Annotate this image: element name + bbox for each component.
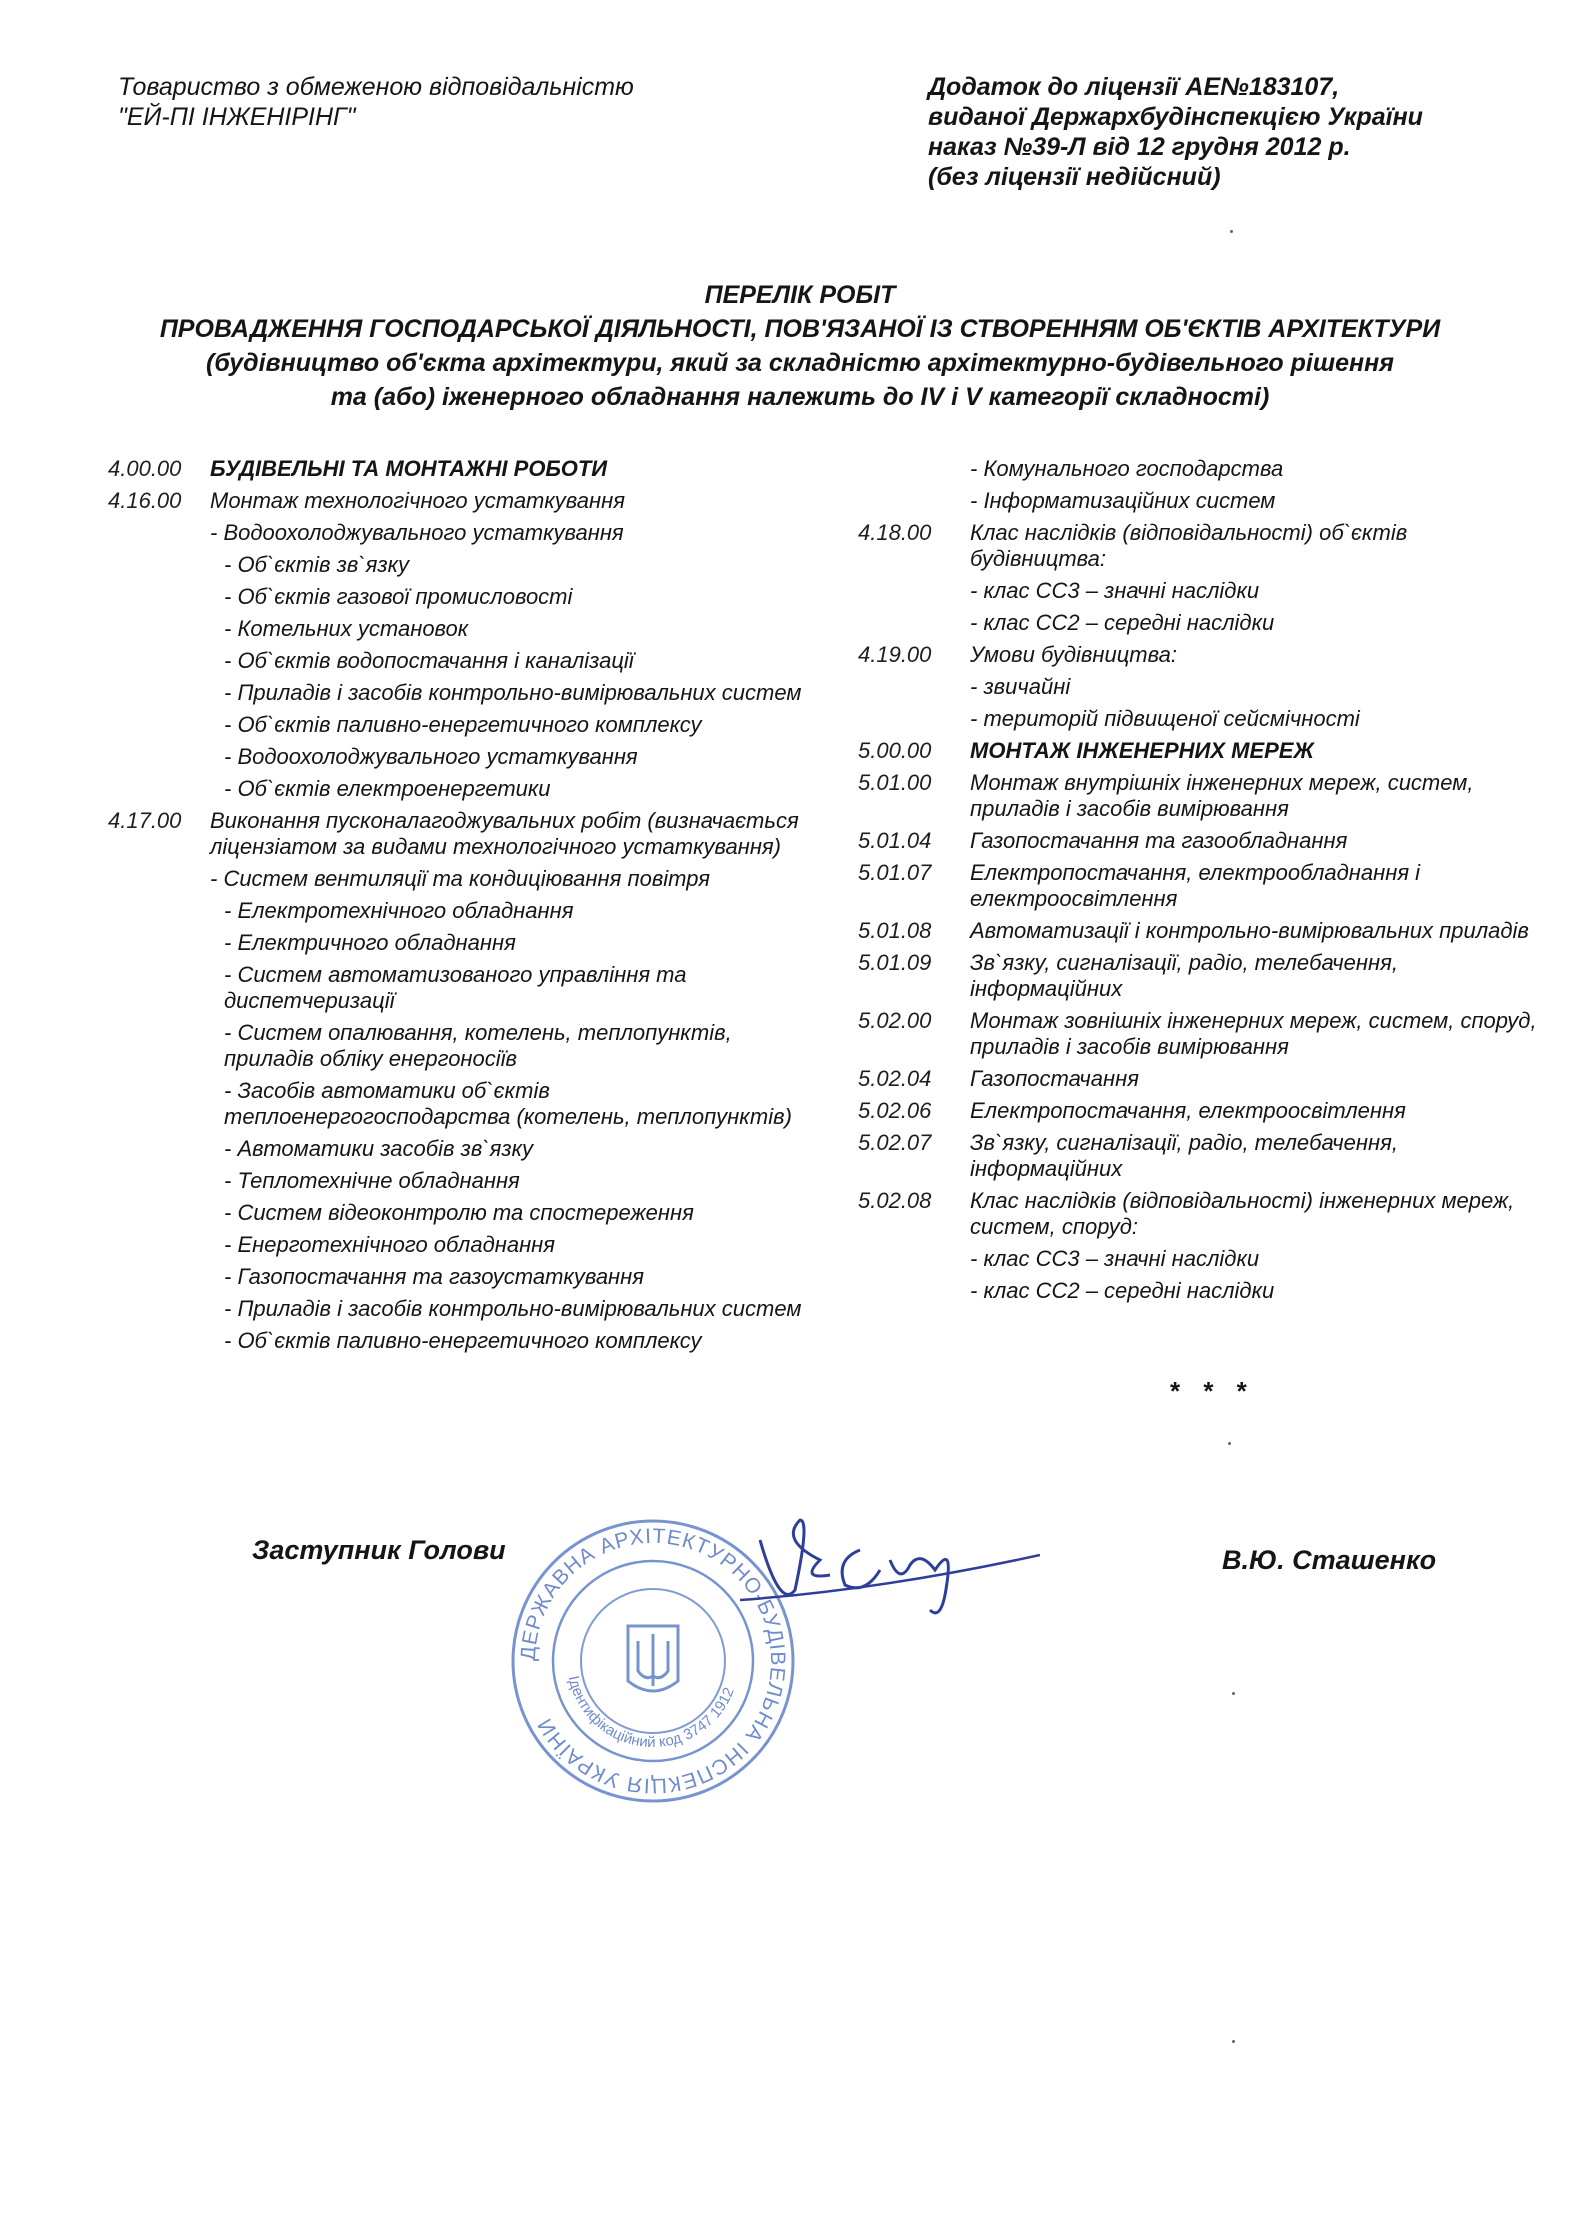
work-description: - клас СС3 – значні наслідки	[970, 578, 1260, 603]
work-description: - Засобів автоматики об`єктів теплоенергогосподарства (котелень, теплопунктів)	[224, 1078, 792, 1129]
work-item	[108, 1168, 808, 1194]
work-code	[108, 866, 210, 892]
work-code	[108, 1200, 210, 1226]
work-code	[108, 1296, 210, 1322]
work-description: - Енерготехнічного обладнання	[224, 1232, 556, 1257]
work-code	[858, 1278, 970, 1304]
scan-speck	[1232, 1692, 1235, 1695]
work-description: - Електротехнічного обладнання	[224, 898, 574, 923]
work-item	[858, 520, 1548, 572]
work-description: Монтаж внутрішніх інженерних мереж, систем, приладів і засобів вимірювання	[970, 770, 1474, 821]
work-item	[858, 950, 1548, 1002]
work-item	[858, 1130, 1548, 1182]
work-item	[108, 776, 808, 802]
works-list-left	[108, 456, 808, 1360]
work-code	[108, 1078, 210, 1130]
scan-speck	[1232, 2040, 1235, 2043]
work-item	[108, 1328, 808, 1354]
work-code	[858, 488, 970, 514]
work-code: 5.01.00	[858, 770, 932, 795]
work-code: 5.01.08	[858, 918, 932, 943]
work-description: БУДІВЕЛЬНІ ТА МОНТАЖНІ РОБОТИ	[210, 456, 608, 481]
work-description: - клас СС2 – середні наслідки	[970, 1278, 1275, 1303]
work-description: - Об`єктів паливно-енергетичного комплексу	[224, 712, 702, 737]
work-description: - територій підвищеної сейсмічності	[970, 706, 1360, 731]
license-line-1: Додаток до ліцензії АЕ№183107,	[928, 73, 1340, 101]
work-description: - Електричного обладнання	[224, 930, 516, 955]
document-title: ПЕРЕЛІК РОБІТ	[704, 281, 896, 309]
work-code: 5.01.07	[858, 860, 932, 885]
work-item	[108, 1200, 808, 1226]
work-item	[858, 642, 1548, 668]
work-code	[108, 776, 210, 802]
document-subtitle-note-1: (будівництво об'єкта архітектури, який за складністю архітектурно-будівельного рішення	[206, 349, 1394, 377]
work-item	[108, 520, 808, 546]
work-description: Умови будівництва:	[970, 642, 1177, 667]
work-item	[108, 962, 808, 1014]
work-item	[858, 1098, 1548, 1124]
work-code	[858, 456, 970, 482]
work-item	[108, 584, 808, 610]
work-item	[858, 674, 1548, 700]
work-item	[858, 918, 1548, 944]
work-item	[108, 1136, 808, 1162]
work-description: Клас наслідків (відповідальності) інженерних мереж, систем, споруд:	[970, 1188, 1515, 1239]
work-code: 4.19.00	[858, 642, 932, 667]
work-description: - Теплотехнічне обладнання	[224, 1168, 520, 1193]
work-item	[108, 1264, 808, 1290]
work-item	[108, 1232, 808, 1258]
work-code	[858, 706, 970, 732]
work-item	[108, 808, 808, 860]
work-item	[858, 828, 1548, 854]
work-description: - Комунального господарства	[970, 456, 1284, 481]
work-item	[108, 680, 808, 706]
work-description: - Об`єктів газової промисловості	[224, 584, 573, 609]
works-list-right	[858, 456, 1548, 1310]
work-description: - клас СС2 – середні наслідки	[970, 610, 1275, 635]
work-description: - Систем опалювання, котелень, теплопунктів, приладів обліку енергоносіїв	[224, 1020, 732, 1071]
work-description: - Об`єктів водопостачання і каналізації	[224, 648, 634, 673]
work-description: Монтаж зовнішніх інженерних мереж, систем, споруд, приладів і засобів вимірювання	[970, 1008, 1537, 1059]
work-code	[858, 578, 970, 604]
license-line-3: наказ №39-Л від 12 грудня 2012 р.	[928, 133, 1351, 161]
work-item	[108, 488, 808, 514]
trident-emblem-icon	[628, 1626, 678, 1691]
work-description: - Об`єктів зв`язку	[224, 552, 410, 577]
work-item	[108, 456, 808, 482]
work-description: Газопостачання	[970, 1066, 1139, 1091]
work-item	[858, 578, 1548, 604]
work-code: 5.00.00	[858, 738, 932, 763]
work-code	[108, 1136, 210, 1162]
work-item	[858, 1066, 1548, 1092]
work-code	[858, 1246, 970, 1272]
work-description: - Приладів і засобів контрольно-вимірювальних систем	[224, 680, 802, 705]
work-code: 5.02.08	[858, 1188, 932, 1213]
work-item	[858, 770, 1548, 822]
work-item	[858, 610, 1548, 636]
work-item	[858, 738, 1548, 764]
document-subtitle: ПРОВАДЖЕННЯ ГОСПОДАРСЬКОЇ ДІЯЛЬНОСТІ, ПОВ'ЯЗАНОЇ ІЗ СТВОРЕННЯМ ОБ'ЄКТІВ АРХІТЕКТУРИ	[159, 315, 1441, 343]
work-description: - Водоохолоджувального устаткування	[224, 744, 638, 769]
company-line-1: Товариство з обмеженою відповідальністю	[118, 73, 634, 101]
document-title-block	[100, 278, 1500, 414]
work-code	[108, 552, 210, 578]
work-code: 4.18.00	[858, 520, 932, 545]
work-code	[108, 1328, 210, 1354]
work-description: - звичайні	[970, 674, 1071, 699]
work-item	[108, 616, 808, 642]
signatory-name: В.Ю. Сташенко	[1222, 1545, 1437, 1575]
company-line-2: "ЕЙ-ПІ ІНЖЕНІРІНГ"	[118, 103, 356, 131]
work-item	[858, 1008, 1548, 1060]
work-description: Зв`язку, сигналізації, радіо, телебачення, інформаційних	[970, 1130, 1398, 1181]
work-code	[108, 680, 210, 706]
work-code: 5.01.09	[858, 950, 932, 975]
work-item	[858, 1246, 1548, 1272]
work-description: - Газопостачання та газоустаткування	[224, 1264, 645, 1289]
work-description: - Котельних установок	[224, 616, 469, 641]
work-item	[858, 1188, 1548, 1240]
work-code: 5.02.04	[858, 1066, 932, 1091]
work-item	[108, 1296, 808, 1322]
work-item	[858, 706, 1548, 732]
work-code	[108, 962, 210, 1014]
work-description: Електропостачання, електроосвітлення	[970, 1098, 1406, 1123]
work-code	[858, 674, 970, 700]
work-code	[108, 1232, 210, 1258]
work-code: 5.01.04	[858, 828, 932, 853]
work-description: - Систем вентиляції та кондиціювання повітря	[210, 866, 711, 891]
company-name	[118, 72, 634, 132]
work-description: - Систем відеоконтролю та спостереження	[224, 1200, 694, 1225]
work-item	[108, 898, 808, 924]
work-description: Електропостачання, електрообладнання і електроосвітлення	[970, 860, 1421, 911]
work-description: МОНТАЖ ІНЖЕНЕРНИХ МЕРЕЖ	[970, 738, 1314, 763]
scan-speck	[1228, 1442, 1231, 1445]
work-description: Газопостачання та газообладнання	[970, 828, 1348, 853]
work-code	[108, 1168, 210, 1194]
work-code	[108, 616, 210, 642]
work-code	[108, 1264, 210, 1290]
work-description: Зв`язку, сигналізації, радіо, телебачення, інформаційних	[970, 950, 1398, 1001]
work-item	[858, 860, 1548, 912]
work-code	[108, 712, 210, 738]
handwritten-signature	[740, 1500, 1040, 1630]
work-code: 4.17.00	[108, 808, 182, 833]
seal-outer-text: ДЕРЖАВНА АРХІТЕКТУРНО-БУДІВЕЛЬНА ІНСПЕКЦІЯ УКРАЇНИ	[516, 1524, 790, 1798]
work-item	[858, 488, 1548, 514]
work-item	[108, 1020, 808, 1072]
work-item	[108, 648, 808, 674]
work-code	[858, 610, 970, 636]
scan-speck	[1230, 230, 1233, 233]
work-description: Клас наслідків (відповідальності) об`єктів будівництва:	[970, 520, 1408, 571]
license-line-2: виданої Держархбудінспекцією України	[928, 103, 1423, 131]
work-item	[858, 456, 1548, 482]
work-item	[108, 712, 808, 738]
work-description: - Інформатизаційних систем	[970, 488, 1276, 513]
work-code	[108, 648, 210, 674]
work-code	[108, 520, 210, 546]
signatory-position: Заступник Голови	[252, 1535, 506, 1565]
work-description: - Систем автоматизованого управління та диспетчеризації	[224, 962, 687, 1013]
work-code: 5.02.06	[858, 1098, 932, 1123]
work-item	[108, 744, 808, 770]
end-of-list-stars: * * *	[1170, 1376, 1255, 1406]
seal-inner-text: Ідентифікаційний код 3747 1912	[564, 1674, 738, 1752]
work-code: 5.02.00	[858, 1008, 932, 1033]
work-code	[108, 744, 210, 770]
work-item	[108, 552, 808, 578]
work-item	[108, 866, 808, 892]
work-code	[108, 1020, 210, 1072]
work-code: 4.00.00	[108, 456, 182, 481]
work-description: Автоматизації і контрольно-вимірювальних приладів	[970, 918, 1529, 943]
work-item	[108, 1078, 808, 1130]
work-description: - Об`єктів електроенергетики	[224, 776, 551, 801]
work-description: - Автоматики засобів зв`язку	[224, 1136, 533, 1161]
document-subtitle-note-2: та (або) іженерного обладнання належить до IV і V категорії складності)	[330, 383, 1270, 411]
work-description: - клас СС3 – значні наслідки	[970, 1246, 1260, 1271]
work-description: Виконання пусконалагоджувальних робіт (визначається ліцензіатом за видами технологічного устаткування)	[210, 808, 799, 859]
work-code	[108, 584, 210, 610]
work-item	[108, 930, 808, 956]
work-code: 5.02.07	[858, 1130, 932, 1155]
work-description: - Приладів і засобів контрольно-вимірювальних систем	[224, 1296, 802, 1321]
work-description: - Об`єктів паливно-енергетичного комплексу	[224, 1328, 702, 1353]
license-annex-note	[928, 72, 1423, 192]
work-code	[108, 898, 210, 924]
license-line-4: (без ліцензії недійсний)	[928, 163, 1221, 191]
work-description: - Водоохолоджувального устаткування	[210, 520, 624, 545]
work-code: 4.16.00	[108, 488, 182, 513]
work-description: Монтаж технологічного устаткування	[210, 488, 625, 513]
work-code	[108, 930, 210, 956]
work-item	[858, 1278, 1548, 1304]
